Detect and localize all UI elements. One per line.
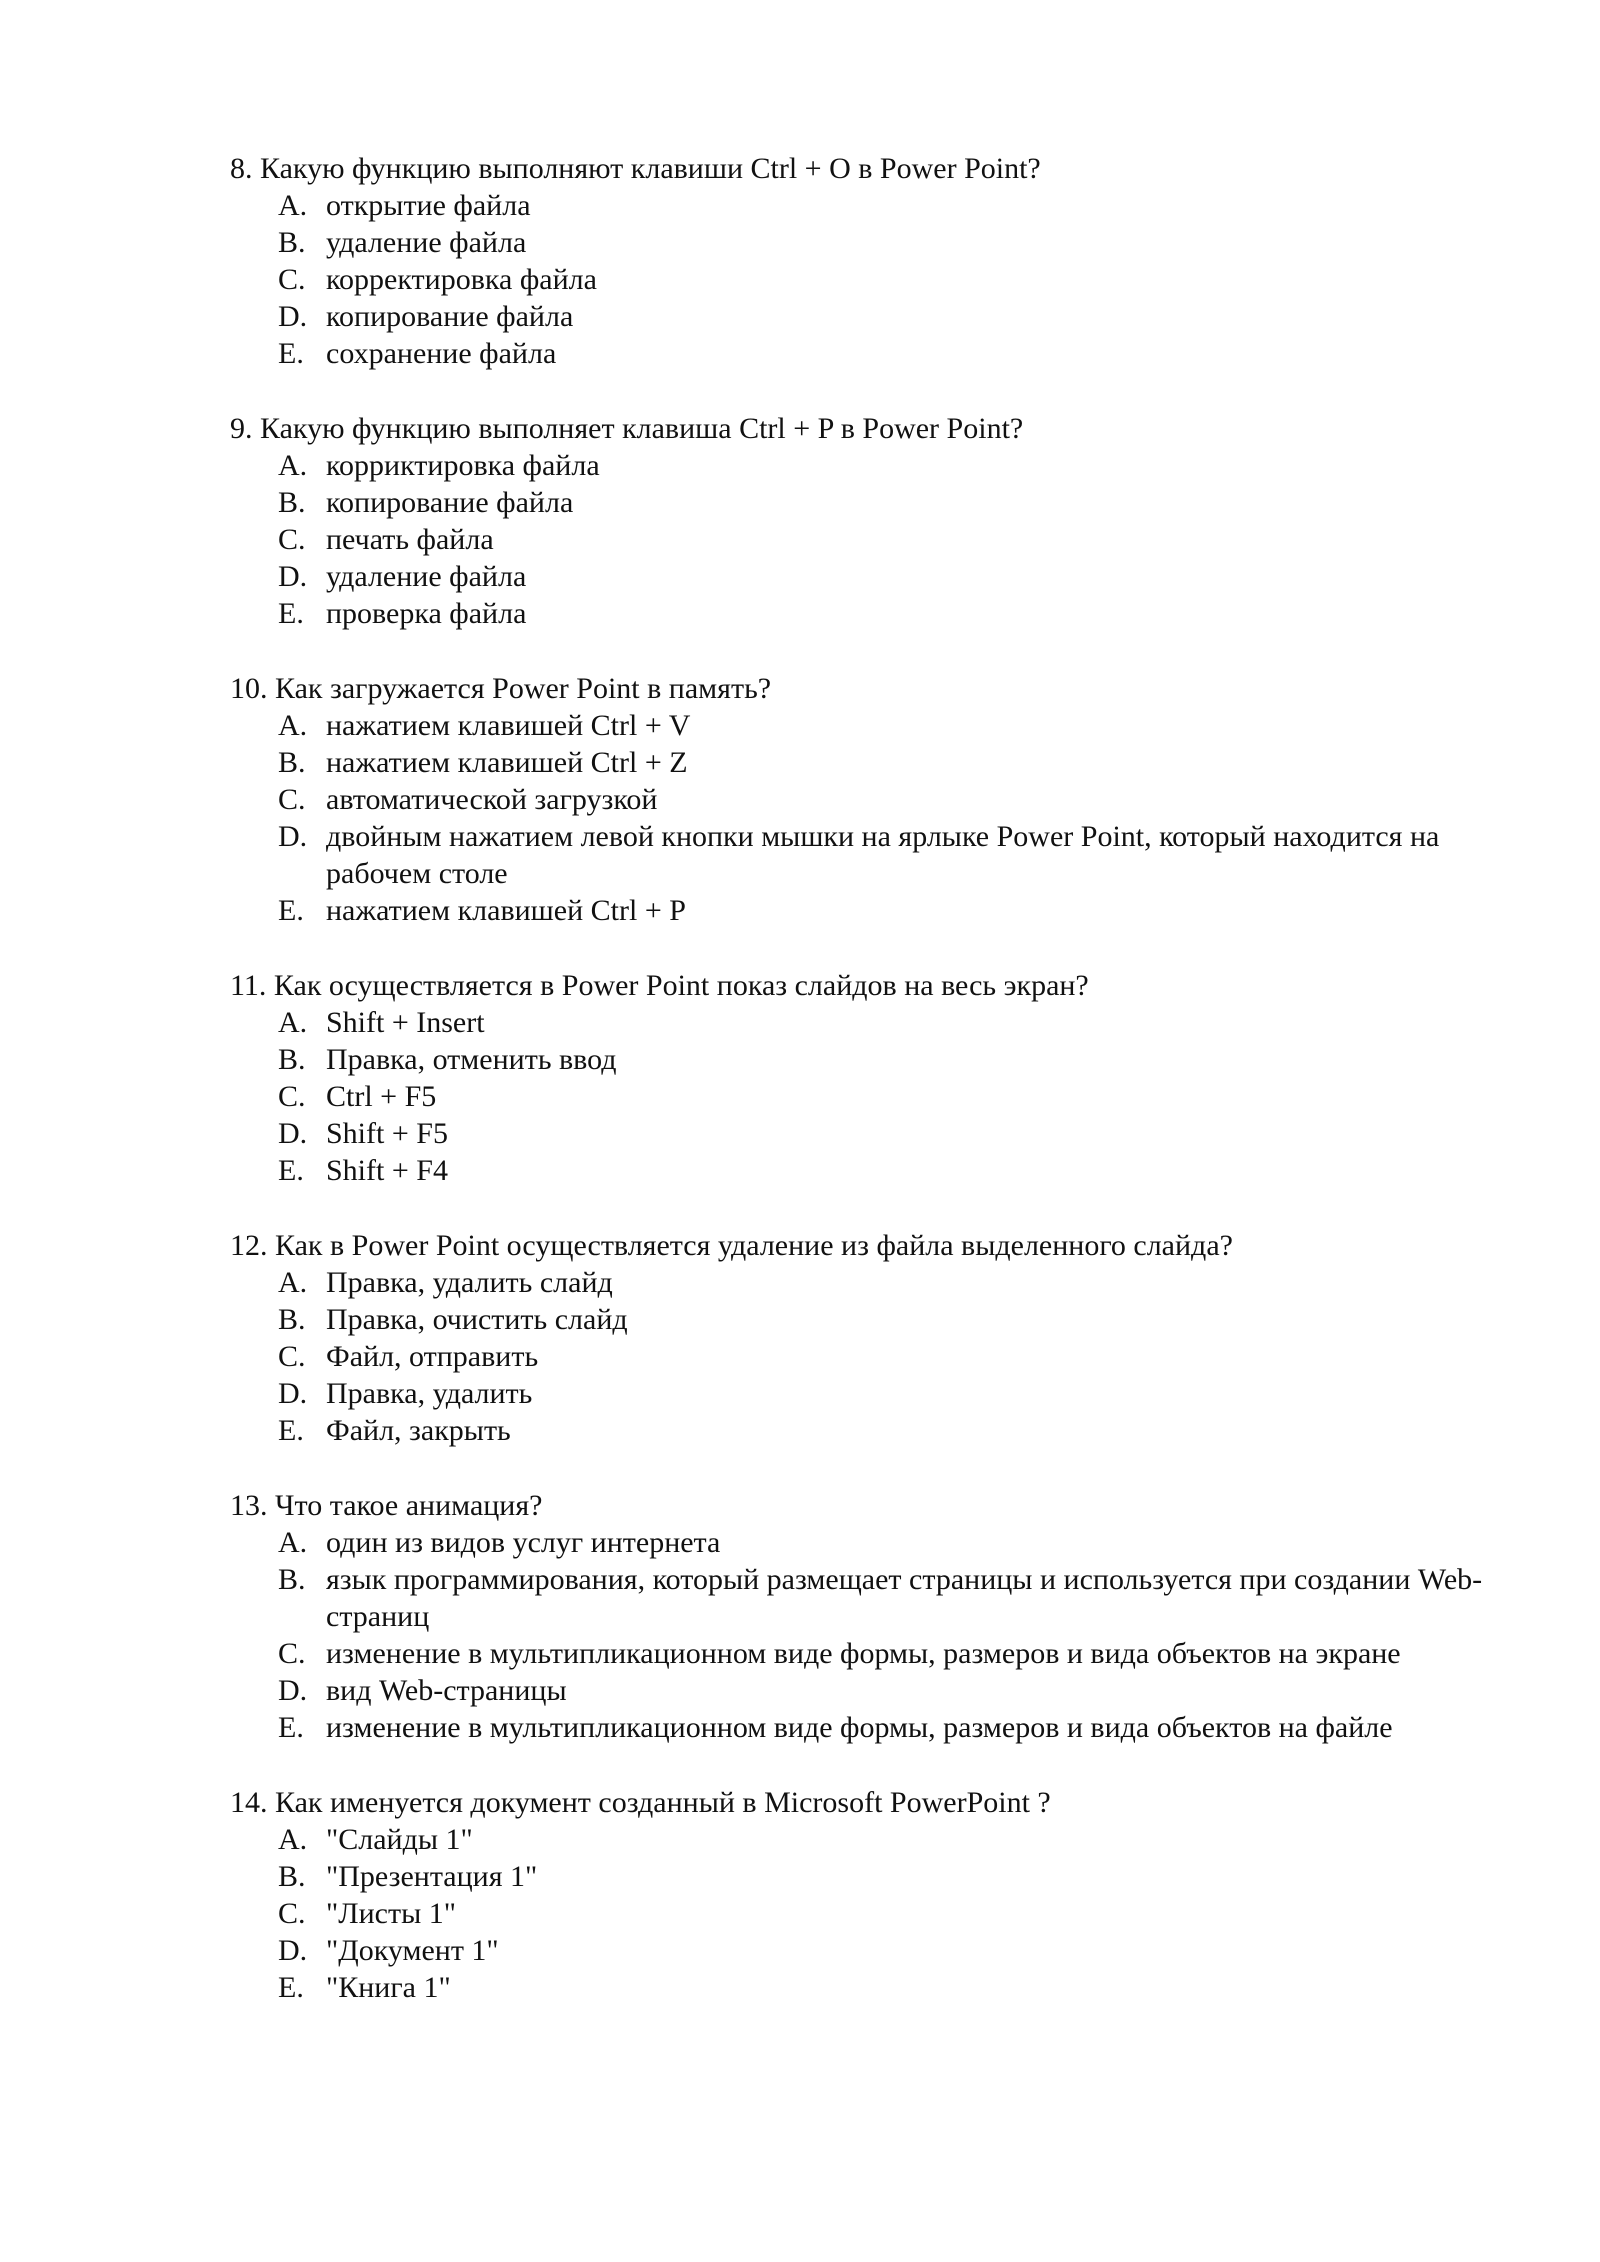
option-text: "Книга 1" (326, 1971, 451, 2004)
option-text: Файл, закрыть (326, 1414, 511, 1447)
option-text: вид Web-страницы (326, 1674, 567, 1707)
option-text: печать файла (326, 523, 494, 556)
option-letter: A. (278, 709, 308, 742)
question-block (230, 670, 1540, 929)
option-text: изменение в мультипликационном виде формы, размеров и вида объектов на файле (326, 1711, 1393, 1744)
option-letter: B. (278, 746, 306, 779)
option-letter: E. (278, 1711, 304, 1744)
option-letter: A. (278, 189, 308, 222)
answer-option (278, 335, 1540, 372)
answer-options (230, 447, 1540, 632)
answer-option (278, 484, 1540, 521)
question-block (230, 1487, 1540, 1746)
option-letter: C. (278, 263, 306, 296)
answer-options (230, 1264, 1540, 1449)
option-text: Правка, удалить слайд (326, 1266, 613, 1299)
option-letter: D. (278, 820, 308, 853)
option-letter: B. (278, 226, 306, 259)
option-letter: A. (278, 1526, 308, 1559)
answer-option (278, 1412, 1540, 1449)
question-block (230, 150, 1540, 372)
option-text: один из видов услуг интернета (326, 1526, 721, 1559)
option-letter: E. (278, 1971, 304, 2004)
answer-option (278, 1524, 1540, 1561)
option-letter: E. (278, 1154, 304, 1187)
option-text: Правка, удалить (326, 1377, 533, 1410)
answer-option (278, 744, 1540, 781)
question-text: 14. Как именуется документ созданный в Microsoft PowerPoint ? (230, 1786, 1051, 1819)
answer-option (278, 1672, 1540, 1709)
option-letter: D. (278, 1934, 308, 1967)
option-letter: C. (278, 1080, 306, 1113)
option-text: Shift + F4 (326, 1154, 448, 1187)
answer-option (278, 1858, 1540, 1895)
option-letter: E. (278, 1414, 304, 1447)
answer-option (278, 1635, 1540, 1672)
option-text: открытие файла (326, 189, 531, 222)
question-text: 10. Как загружается Power Point в память? (230, 672, 772, 705)
answer-option (278, 1041, 1540, 1078)
answer-option (278, 707, 1540, 744)
option-text: копирование файла (326, 486, 574, 519)
option-letter: C. (278, 1897, 306, 1930)
option-letter: C. (278, 1340, 306, 1373)
option-text: корректировка файла (326, 263, 597, 296)
option-text: изменение в мультипликационном виде формы, размеров и вида объектов на экране (326, 1637, 1401, 1670)
answer-option (278, 187, 1540, 224)
option-text: удаление файла (326, 226, 527, 259)
option-text: Файл, отправить (326, 1340, 539, 1373)
option-text: Shift + Insert (326, 1006, 485, 1039)
answer-option (278, 261, 1540, 298)
option-letter: C. (278, 1637, 306, 1670)
answer-option (278, 1895, 1540, 1932)
option-letter: B. (278, 486, 306, 519)
option-text: Правка, очистить слайд (326, 1303, 628, 1336)
question-block (230, 1227, 1540, 1449)
option-text: нажатием клавишей Ctrl + V (326, 709, 691, 742)
question-text: 12. Как в Power Point осуществляется удаление из файла выделенного слайда? (230, 1229, 1233, 1262)
option-text: "Документ 1" (326, 1934, 499, 1967)
option-text: автоматической загрузкой (326, 783, 658, 816)
option-letter: A. (278, 1266, 308, 1299)
answer-option (278, 1709, 1540, 1746)
answer-option (278, 1078, 1540, 1115)
option-text: нажатием клавишей Ctrl + P (326, 894, 686, 927)
option-text: удаление файла (326, 560, 527, 593)
option-letter: D. (278, 1674, 308, 1707)
answer-option (278, 447, 1540, 484)
option-text: Ctrl + F5 (326, 1080, 437, 1113)
option-letter: E. (278, 337, 304, 370)
answer-options (230, 1004, 1540, 1189)
question-block (230, 1784, 1540, 2006)
option-letter: D. (278, 560, 308, 593)
option-text: копирование файла (326, 300, 574, 333)
option-text: Правка, отменить ввод (326, 1043, 617, 1076)
answer-option (278, 1969, 1540, 2006)
answer-option (278, 1375, 1540, 1412)
option-letter: C. (278, 523, 306, 556)
option-text: "Слайды 1" (326, 1823, 473, 1856)
option-letter: B. (278, 1303, 306, 1336)
answer-option (278, 892, 1540, 929)
answer-options (230, 1821, 1540, 2006)
answer-options (230, 187, 1540, 372)
answer-option (278, 595, 1540, 632)
question-block (230, 967, 1540, 1189)
option-text: двойным нажатием левой кнопки мышки на ярлыке Power Point, который находится на рабочем столе (326, 820, 1440, 890)
option-letter: C. (278, 783, 306, 816)
option-letter: B. (278, 1043, 306, 1076)
answer-option (278, 1561, 1540, 1635)
option-letter: B. (278, 1563, 306, 1596)
option-letter: E. (278, 597, 304, 630)
option-text: Shift + F5 (326, 1117, 448, 1150)
option-text: "Презентация 1" (326, 1860, 538, 1893)
option-text: "Листы 1" (326, 1897, 456, 1930)
answer-option (278, 521, 1540, 558)
option-letter: B. (278, 1860, 306, 1893)
option-text: корриктировка файла (326, 449, 600, 482)
option-letter: D. (278, 300, 308, 333)
answer-option (278, 1152, 1540, 1189)
answer-option (278, 1004, 1540, 1041)
option-text: нажатием клавишей Ctrl + Z (326, 746, 688, 779)
answer-option (278, 1821, 1540, 1858)
question-block (230, 410, 1540, 632)
option-letter: A. (278, 1006, 308, 1039)
answer-options (230, 1524, 1540, 1746)
answer-option (278, 1115, 1540, 1152)
answer-option (278, 818, 1540, 892)
option-text: проверка файла (326, 597, 527, 630)
answer-option (278, 224, 1540, 261)
answer-option (278, 298, 1540, 335)
answer-option (278, 558, 1540, 595)
question-text: 8. Какую функцию выполняют клавиши Ctrl + O в Power Point? (230, 152, 1041, 185)
option-text: сохранение файла (326, 337, 557, 370)
option-letter: E. (278, 894, 304, 927)
option-letter: A. (278, 449, 308, 482)
option-letter: D. (278, 1117, 308, 1150)
question-text: 11. Как осуществляется в Power Point показ слайдов на весь экран? (230, 969, 1089, 1002)
answer-option (278, 1264, 1540, 1301)
option-text: язык программирования, который размещает страницы и используется при создании Web-страниц (326, 1563, 1483, 1633)
answer-option (278, 1301, 1540, 1338)
question-text: 13. Что такое анимация? (230, 1489, 543, 1522)
option-letter: D. (278, 1377, 308, 1410)
answer-option (278, 1338, 1540, 1375)
option-letter: A. (278, 1823, 308, 1856)
question-text: 9. Какую функцию выполняет клавиша Ctrl + P в Power Point? (230, 412, 1024, 445)
answer-option (278, 1932, 1540, 1969)
answer-options (230, 707, 1540, 929)
answer-option (278, 781, 1540, 818)
